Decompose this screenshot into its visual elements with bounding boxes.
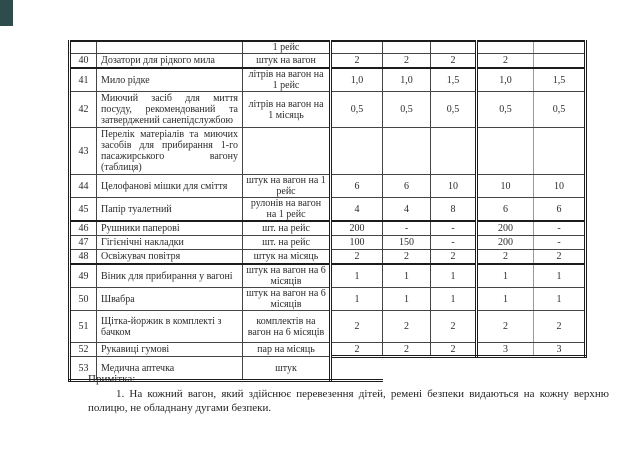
cell-value: 8 xyxy=(431,198,477,222)
cell-value: 6 xyxy=(534,198,586,222)
cell-value: 0,5 xyxy=(331,92,383,128)
cell-value: 6 xyxy=(331,175,383,198)
cell-value: 2 xyxy=(383,54,431,69)
cell-unit: штук на місяць xyxy=(243,250,331,265)
cell-value: 0,5 xyxy=(383,92,431,128)
cell-value: 2 xyxy=(477,54,534,69)
cell-value: 2 xyxy=(383,343,431,357)
table-body xyxy=(70,41,586,381)
cell-item-name: Віник для прибирання у вагоні xyxy=(97,264,243,288)
cell-value: 1,5 xyxy=(431,68,477,92)
note xyxy=(88,372,609,416)
table-row xyxy=(70,250,586,265)
cell-item-name: Медична аптечка xyxy=(97,357,243,381)
cell-item-name: Дозатори для рідкого мила xyxy=(97,54,243,69)
cell-value: 1 xyxy=(534,288,586,311)
cell-value xyxy=(431,41,477,54)
cell-value: 2 xyxy=(477,311,534,343)
cell-item-name: Гігієнічні накладки xyxy=(97,236,243,250)
cell-row-number: 48 xyxy=(70,250,97,265)
cell-item-name xyxy=(97,41,243,54)
table-row xyxy=(70,68,586,92)
cell-value: 1,0 xyxy=(383,68,431,92)
table-row xyxy=(70,343,586,357)
cell-value: 1,0 xyxy=(477,68,534,92)
cell-unit: штук на вагон xyxy=(243,54,331,69)
cell-value: 1 xyxy=(383,288,431,311)
cell-item-name: Щітка-йоржик в комплекті з бачком xyxy=(97,311,243,343)
cell-unit: штук на вагон на 6 місяців xyxy=(243,288,331,311)
cell-value: 2 xyxy=(331,343,383,357)
table-row xyxy=(70,41,586,54)
cell-item-name: Рушники паперові xyxy=(97,221,243,236)
cell-value: 150 xyxy=(383,236,431,250)
cell-value xyxy=(331,41,383,54)
cell-value: 1 xyxy=(431,264,477,288)
note-text: 1. На кожний вагон, який здійснює перевезення дітей, ремені безпеки видаються на кожну верхню полицю, не обладнану дугами безпеки. xyxy=(88,387,609,415)
cell-value xyxy=(383,128,431,175)
table-row xyxy=(70,92,586,128)
cell-unit: рулонів на вагон на 1 рейс xyxy=(243,198,331,222)
cell-value: 2 xyxy=(431,311,477,343)
cell-row-number: 50 xyxy=(70,288,97,311)
cell-value: 2 xyxy=(534,311,586,343)
cell-value: 200 xyxy=(477,221,534,236)
cell-value: 200 xyxy=(477,236,534,250)
cell-row-number: 47 xyxy=(70,236,97,250)
document-table xyxy=(68,40,587,382)
cell-value: 2 xyxy=(477,250,534,265)
cell-item-name: Рукавиці гумові xyxy=(97,343,243,357)
cell-item-name: Швабра xyxy=(97,288,243,311)
cell-value: 4 xyxy=(383,198,431,222)
cell-value xyxy=(477,41,534,54)
cell-value: - xyxy=(431,221,477,236)
cell-unit: штук на вагон на 1 рейс xyxy=(243,175,331,198)
cell-row-number: 45 xyxy=(70,198,97,222)
cell-item-name: Перелік матеріалів та миючих засобів для прибирання 1-го пасажирського вагону (таблиця) xyxy=(97,128,243,175)
note-label: Примітка: xyxy=(88,373,136,385)
cell-value xyxy=(534,41,586,54)
cell-value: 10 xyxy=(534,175,586,198)
cell-value: 3 xyxy=(477,343,534,357)
cell-value: 1,0 xyxy=(331,68,383,92)
cell-row-number: 43 xyxy=(70,128,97,175)
cell-value: - xyxy=(534,236,586,250)
cell-item-name: Папір туалетний xyxy=(97,198,243,222)
cell-value: 2 xyxy=(534,250,586,265)
cell-value: - xyxy=(534,221,586,236)
cell-value: 0,5 xyxy=(534,92,586,128)
cell-unit: шт. на рейс xyxy=(243,221,331,236)
cell-value: 10 xyxy=(431,175,477,198)
cell-unit xyxy=(243,128,331,175)
cell-value xyxy=(534,54,586,69)
cell-value xyxy=(477,128,534,175)
cell-value: - xyxy=(431,236,477,250)
cell-row-number: 52 xyxy=(70,343,97,357)
cell-value xyxy=(331,128,383,175)
cell-value: 1 xyxy=(331,264,383,288)
cell-value: 1,5 xyxy=(534,68,586,92)
cell-row-number: 41 xyxy=(70,68,97,92)
cell-value: 0,5 xyxy=(477,92,534,128)
cell-item-name: Освіжувач повітря xyxy=(97,250,243,265)
cell-value: 6 xyxy=(383,175,431,198)
corner-mark xyxy=(0,0,13,26)
cell-value: 2 xyxy=(431,54,477,69)
table-row xyxy=(70,128,586,175)
cell-value: 2 xyxy=(331,250,383,265)
cell-unit: літрів на вагон на 1 місяць xyxy=(243,92,331,128)
table-row xyxy=(70,311,586,343)
cell-value: 1 xyxy=(431,288,477,311)
cell-row-number: 40 xyxy=(70,54,97,69)
cell-value: 2 xyxy=(331,311,383,343)
cell-value: 2 xyxy=(331,54,383,69)
table-row xyxy=(70,264,586,288)
cell-item-name: Мило рідке xyxy=(97,68,243,92)
cell-row-number: 46 xyxy=(70,221,97,236)
cell-unit: шт. на рейс xyxy=(243,236,331,250)
cell-value xyxy=(383,41,431,54)
cell-unit: комплектів на вагон на 6 місяців xyxy=(243,311,331,343)
cell-row-number: 51 xyxy=(70,311,97,343)
cell-item-name: Миючий засіб для миття посуду, рекомендований та затверджений санепідслужбою xyxy=(97,92,243,128)
cell-value: 100 xyxy=(331,236,383,250)
cell-value: 1 xyxy=(477,288,534,311)
cell-value: 2 xyxy=(431,250,477,265)
table-row xyxy=(70,221,586,236)
cell-value: 1 xyxy=(331,288,383,311)
cell-value: 2 xyxy=(431,343,477,357)
cell-item-name: Целофанові мішки для сміття xyxy=(97,175,243,198)
table-row xyxy=(70,288,586,311)
cell-value: 4 xyxy=(331,198,383,222)
cell-value: 10 xyxy=(477,175,534,198)
cell-row-number: 53 xyxy=(70,357,97,381)
cell-value xyxy=(534,128,586,175)
table-row xyxy=(70,198,586,222)
cell-value: 2 xyxy=(383,311,431,343)
cell-row-number: 49 xyxy=(70,264,97,288)
cell-value: 1 xyxy=(383,264,431,288)
cell-row-number xyxy=(70,41,97,54)
cell-unit: 1 рейс xyxy=(243,41,331,54)
cell-value xyxy=(431,128,477,175)
cell-row-number: 44 xyxy=(70,175,97,198)
cell-value: 2 xyxy=(383,250,431,265)
table-row xyxy=(70,236,586,250)
cell-row-number: 42 xyxy=(70,92,97,128)
cell-unit: пар на місяць xyxy=(243,343,331,357)
cell-value: 1 xyxy=(477,264,534,288)
cell-unit: літрів на вагон на 1 рейс xyxy=(243,68,331,92)
cell-unit: штук на вагон на 6 місяців xyxy=(243,264,331,288)
table-row xyxy=(70,54,586,69)
cell-value: 200 xyxy=(331,221,383,236)
cell-value: 0,5 xyxy=(431,92,477,128)
cell-unit: штук xyxy=(243,357,331,381)
cell-value: - xyxy=(383,221,431,236)
cell-value: 6 xyxy=(477,198,534,222)
cell-value: 3 xyxy=(534,343,586,357)
cell-value: 1 xyxy=(534,264,586,288)
table-row xyxy=(70,175,586,198)
